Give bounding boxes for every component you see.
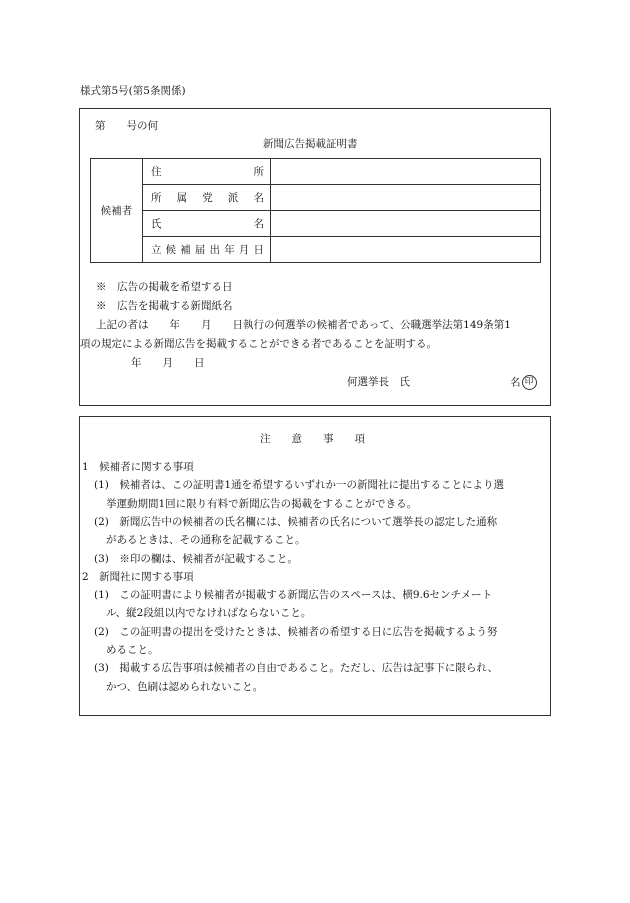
field-label-char: 属 <box>176 192 188 204</box>
field-label <box>143 216 270 231</box>
field-label <box>143 242 270 257</box>
field-label-cell <box>143 237 271 263</box>
field-label-char: 住 <box>151 166 162 178</box>
notes-line: (3) ※印の欄は、候補者が記載すること。 <box>94 552 298 565</box>
date-line: 年 月 日 <box>131 357 205 369</box>
notes-line: (1) この証明書により候補者が掲載する新聞広告のスペースは、横9.6センチメート <box>94 589 493 602</box>
field-label-char: 補 <box>180 244 191 256</box>
field-value-cell[interactable] <box>271 185 541 211</box>
field-label-char: 候 <box>165 244 177 256</box>
field-label-cell <box>143 211 271 237</box>
candidate-row <box>91 237 541 263</box>
body-text-line-2: 項の規定による新聞広告を掲載することができる者であることを証明する。 <box>80 338 437 350</box>
notes-line: があるときは、その通称を記載すること。 <box>106 534 306 547</box>
field-label-char: 名 <box>253 192 264 204</box>
field-label-cell <box>143 159 271 185</box>
field-label <box>143 190 270 205</box>
issuer-label: 何選挙長 氏 <box>347 376 410 388</box>
field-value-cell[interactable] <box>271 159 541 185</box>
field-label-char: 名 <box>253 218 264 230</box>
name-suffix: 名 <box>510 376 521 389</box>
field-label-char: 立 <box>151 244 162 256</box>
notes-line: 1 候補者に関する事項 <box>82 461 194 473</box>
field-label-char: 届 <box>194 244 206 256</box>
field-label-char: 出 <box>209 244 221 256</box>
candidate-header: 候補者 <box>100 205 133 217</box>
candidate-table <box>90 158 541 263</box>
field-label-char: 派 <box>227 192 239 204</box>
notes-line: (2) この証明書の提出を受けたときは、候補者の希望する日に広告を掲載するよう努 <box>94 625 498 638</box>
notes-line: (3) 掲載する広告事項は候補者の自由であること。ただし、広告は記事下に限られ、 <box>94 662 499 675</box>
candidate-row <box>91 185 541 211</box>
field-label-char: 所 <box>253 166 264 178</box>
certificate-title: 新聞広告掲載証明書 <box>263 138 358 150</box>
candidate-row <box>91 211 541 237</box>
notes-line: (2) 新聞広告中の候補者の氏名欄には、候補者の氏名について選挙長の認定した通称 <box>94 515 498 528</box>
field-value-cell[interactable] <box>271 237 541 263</box>
form-label: 様式第5号(第5条関係) <box>80 85 186 97</box>
note-ad-date: ※ 広告の掲載を希望する日 <box>96 281 233 293</box>
candidate-row <box>91 159 541 185</box>
field-label-cell <box>143 185 271 211</box>
notes-title: 注 意 事 項 <box>260 433 365 445</box>
field-label-char: 氏 <box>151 218 162 230</box>
body-text-line-1: 上記の者は 年 月 日執行の何選挙の候補者であって、公職選挙法第149条第1 <box>96 319 511 331</box>
notes-line: めること。 <box>106 644 159 656</box>
field-label-char: 月 <box>238 244 250 256</box>
notes-line: ル、縦2段組以内でなければならないこと。 <box>106 607 312 620</box>
notes-line: かつ、色刷は認められないこと。 <box>106 680 264 693</box>
field-label <box>143 164 270 179</box>
issuer-name-suffix <box>510 375 537 390</box>
field-label-char: 党 <box>202 192 213 204</box>
certificate-number: 第 号の何 <box>95 120 158 132</box>
field-label-char: 日 <box>253 244 264 256</box>
field-label-char: 所 <box>151 192 162 204</box>
note-newspaper-name: ※ 広告を掲載する新聞紙名 <box>96 300 233 312</box>
seal-mark: 印 <box>522 375 537 390</box>
candidate-header-cell <box>91 159 143 263</box>
notes-line: 2 新聞社に関する事項 <box>82 570 194 583</box>
field-value-cell[interactable] <box>271 211 541 237</box>
notes-line: (1) 候補者は、この証明書1通を希望するいずれか一の新聞社に提出することにより選 <box>94 479 505 492</box>
field-label-char: 年 <box>224 244 235 256</box>
notes-line: 挙運動期間1回に限り有料で新聞広告の掲載をすることができる。 <box>106 497 418 510</box>
